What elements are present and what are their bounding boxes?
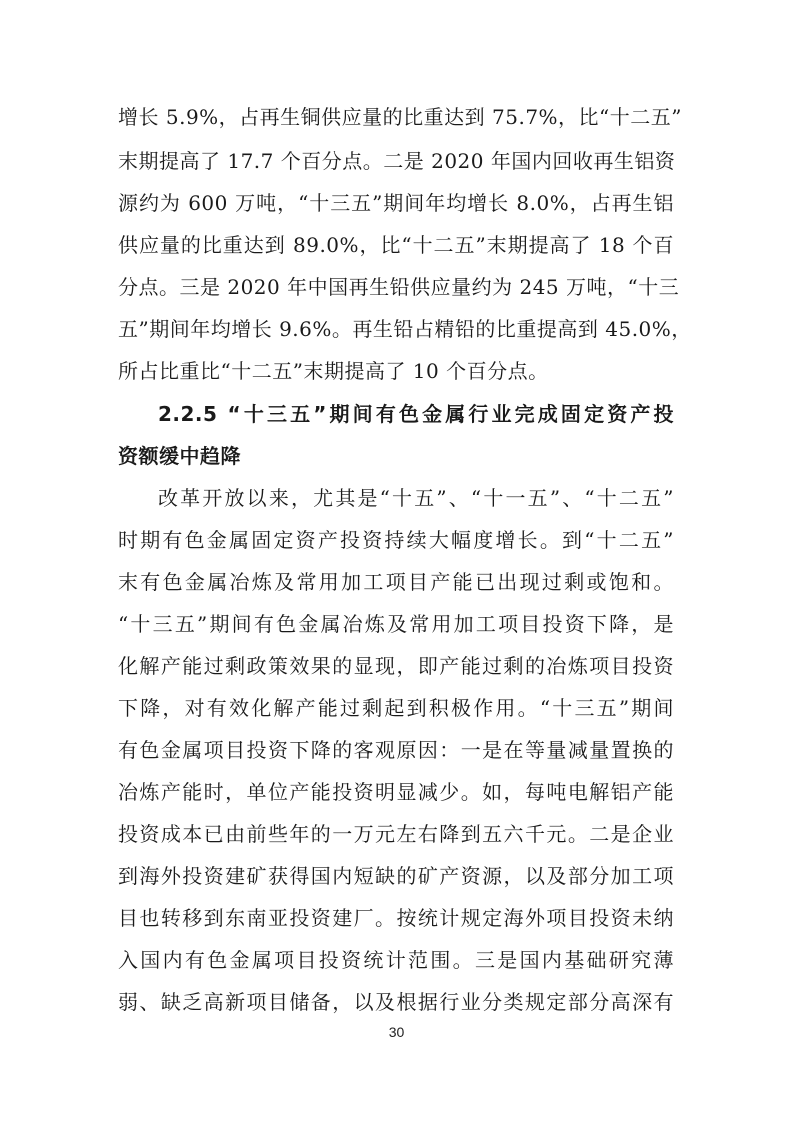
paragraph-line: 改革开放以来，尤其是“十五”、“十一五”、“十二五”	[158, 486, 674, 510]
paragraph-line: 增长 5.9%，占再生铜供应量的比重达到 75.7%，比“十二五”	[118, 105, 683, 129]
paragraph-line: 源约为 600 万吨，“十三五”期间年均增长 8.0%，占再生铝	[118, 191, 674, 215]
paragraph-line: 投资成本已由前些年的一万元左右降到五六千元。二是企业	[118, 822, 674, 846]
section-heading-line: 2.2.5 “十三五”期间有色金属行业完成固定资产投	[158, 402, 674, 426]
paragraph-line: 弱、缺乏高新项目储备，以及根据行业分类规定部分高深有	[118, 990, 674, 1014]
paragraph-line: 目也转移到东南亚投资建厂。按统计规定海外项目投资未纳	[118, 906, 674, 930]
paragraph-line: 到海外投资建矿获得国内短缺的矿产资源，以及部分加工项	[118, 864, 674, 888]
paragraph-line: 入国内有色金属项目投资统计范围。三是国内基础研究薄	[118, 948, 674, 972]
paragraph-line: 分点。三是 2020 年中国再生铅供应量约为 245 万吨，“十三	[118, 275, 680, 299]
paragraph-line: 有色金属项目投资下降的客观原因：一是在等量减量置换的	[118, 738, 674, 762]
page-number: 30	[388, 1024, 405, 1040]
paragraph-line: 冶炼产能时，单位产能投资明显减少。如，每吨电解铝产能	[118, 780, 674, 804]
paragraph-line: 化解产能过剩政策效果的显现，即产能过剩的冶炼项目投资	[118, 654, 674, 678]
paragraph-line: 五”期间年均增长 9.6%。再生铅占精铅的比重提高到 45.0%，	[118, 317, 692, 341]
paragraph-line: “十三五”期间有色金属冶炼及常用加工项目投资下降，是	[118, 612, 674, 636]
section-heading-line: 资额缓中趋降	[118, 444, 241, 468]
paragraph-line: 时期有色金属固定资产投资持续大幅度增长。到“十二五”	[118, 528, 674, 552]
paragraph-line: 供应量的比重达到 89.0%，比“十二五”末期提高了 18 个百	[118, 233, 674, 257]
paragraph-line: 末有色金属冶炼及常用加工项目产能已出现过剩或饱和。	[118, 570, 674, 594]
paragraph-line: 下降，对有效化解产能过剩起到积极作用。“十三五”期间	[118, 696, 674, 720]
paragraph-line: 所占比重比“十二五”末期提高了 10 个百分点。	[118, 359, 549, 383]
paragraph-line: 末期提高了 17.7 个百分点。二是 2020 年国内回收再生铝资	[118, 149, 676, 173]
